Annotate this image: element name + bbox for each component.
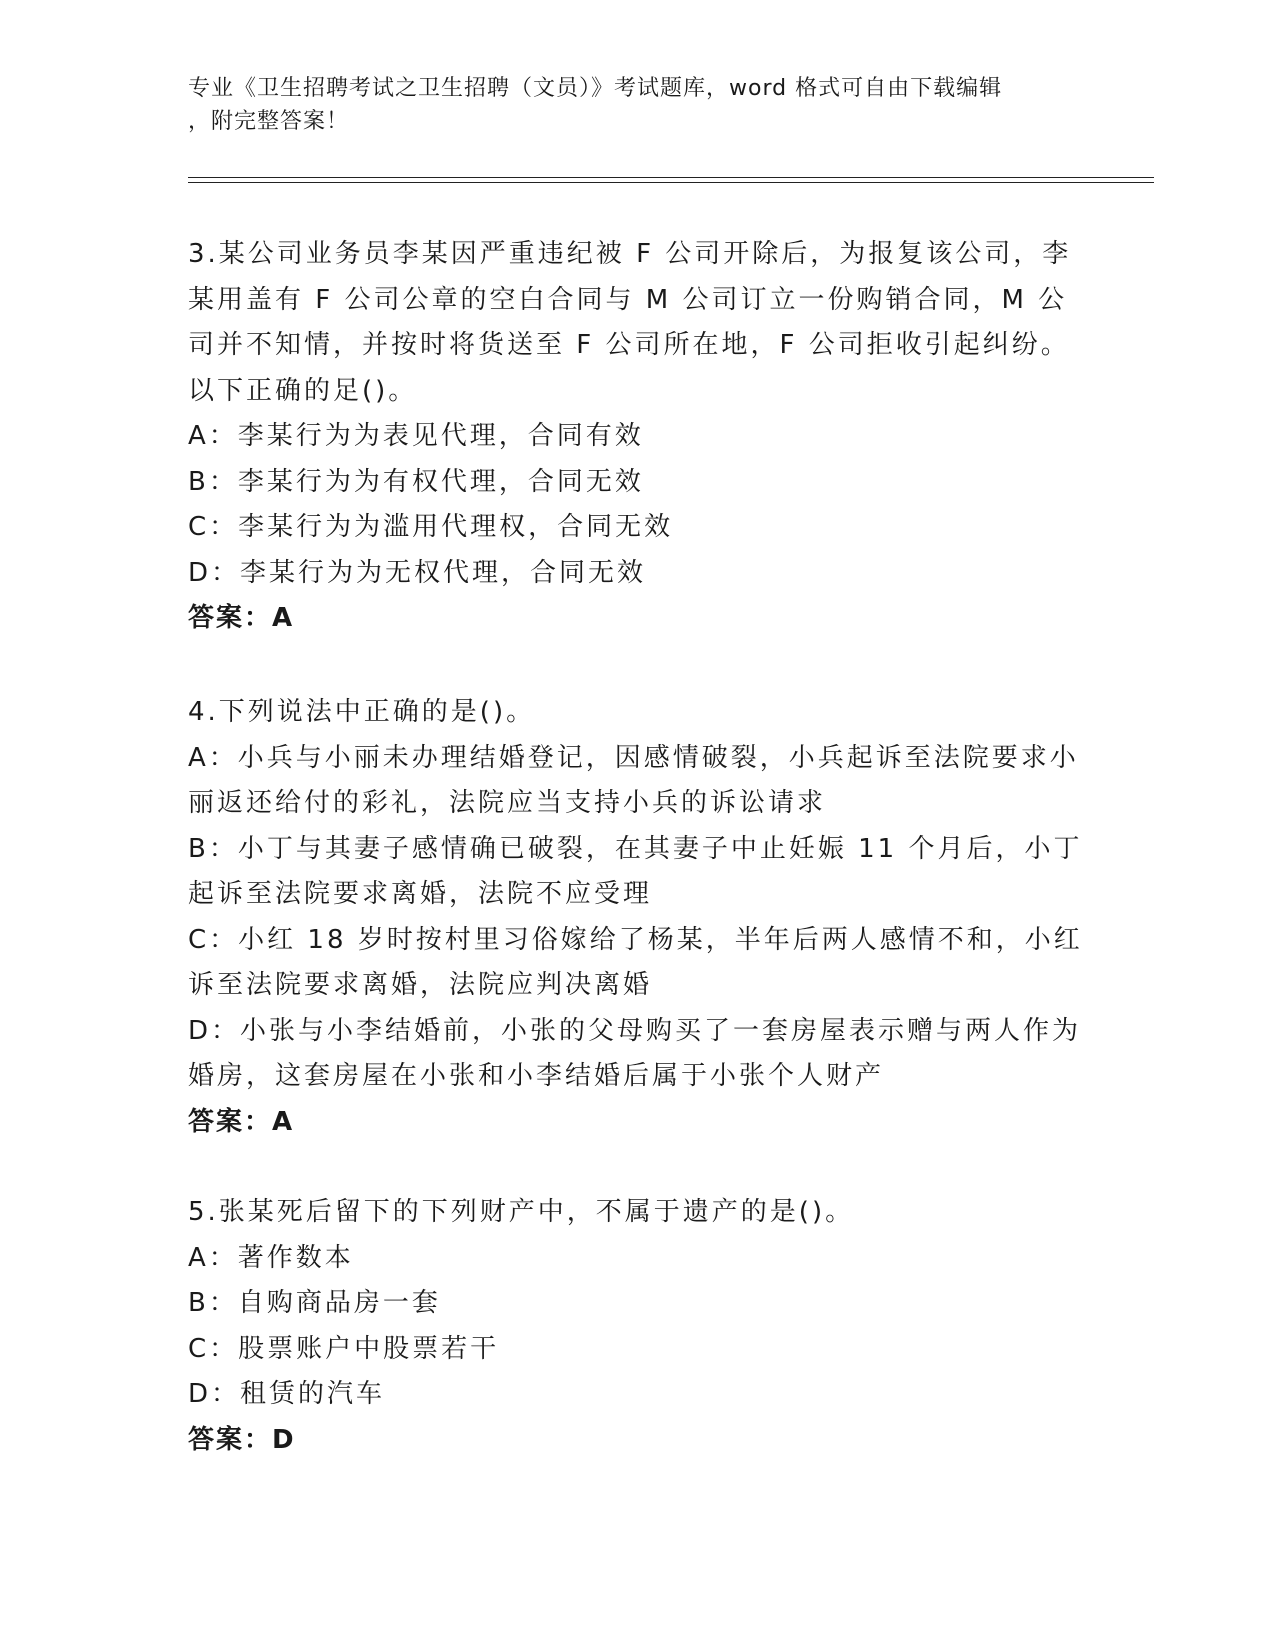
header-divider-top xyxy=(188,177,1154,178)
option-b: B：小丁与其妻子感情确已破裂，在其妻子中止妊娠 11 个月后，小丁起诉至法院要求离婚，法院不应受理 xyxy=(188,833,1083,909)
question-stem: 5.张某死后留下的下列财产中，不属于遗产的是()。 xyxy=(188,1197,855,1227)
option-d: D：租赁的汽车 xyxy=(188,1379,386,1409)
header-line-2: ，附完整答案！ xyxy=(188,109,350,134)
answer-label: 答案：A xyxy=(188,1106,295,1137)
option-a: A：著作数本 xyxy=(188,1242,354,1273)
option-b: B：自购商品房一套 xyxy=(188,1288,441,1318)
option-c: C：李某行为为滥用代理权，合同无效 xyxy=(188,512,674,542)
answer-label: 答案：D xyxy=(188,1424,296,1455)
header-divider-bottom xyxy=(188,182,1154,183)
question-stem: 4.下列说法中正确的是()。 xyxy=(188,697,536,727)
option-d: D：小张与小李结婚前，小张的父母购买了一套房屋表示赠与两人作为婚房，这套房屋在小张和小李结婚后属于小张个人财产 xyxy=(188,1015,1082,1091)
option-d: D：李某行为为无权代理，合同无效 xyxy=(188,557,647,588)
option-b: B：李某行为为有权代理，合同无效 xyxy=(188,466,644,497)
header-line-1: 专业《卫生招聘考试之卫生招聘（文员）》考试题库，word 格式可自由下载编辑 xyxy=(188,76,1003,101)
question-4 xyxy=(188,690,1088,1145)
option-a: A：小兵与小丽未办理结婚登记，因感情破裂，小兵起诉至法院要求小丽返还给付的彩礼，法院应当支持小兵的诉讼请求 xyxy=(188,742,1079,818)
question-5 xyxy=(188,1190,1088,1463)
answer-label: 答案：A xyxy=(188,603,295,633)
question-3 xyxy=(188,232,1088,642)
option-c: C：小红 18 岁时按村里习俗嫁给了杨某，半年后两人感情不和，小红诉至法院要求离婚，法院应判决离婚 xyxy=(188,924,1083,1000)
option-a: A：李某行为为表见代理，合同有效 xyxy=(188,421,644,451)
question-stem: 3.某公司业务员李某因严重违纪被 F 公司开除后，为报复该公司，李某用盖有 F 公司公章的空白合同与 M 公司订立一份购销合同，M 公司并不知情，并按时将货送至 F 公司所在地，F 公司拒收引起纠纷。以下正确的足()。 xyxy=(188,239,1072,406)
document-header xyxy=(188,72,1088,138)
option-c: C：股票账户中股票若干 xyxy=(188,1333,500,1364)
